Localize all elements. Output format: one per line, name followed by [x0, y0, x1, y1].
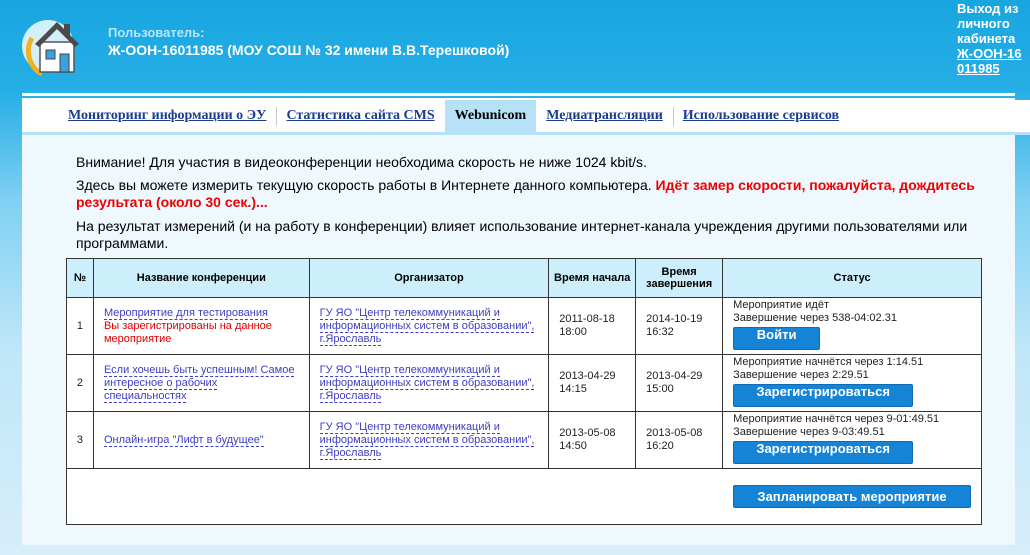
logout-account-link[interactable]: Ж-ООН-16011985 — [957, 46, 1022, 76]
tab-media-broadcasts[interactable]: Медиатрансляции — [546, 108, 663, 123]
row-organizer-cell — [309, 412, 549, 469]
influence-text: На результат измерений (и на работу в конференции) влияет использование интернет-канала учреждения другими пользователями или программами. — [76, 218, 968, 251]
row-num: 1 — [67, 298, 94, 355]
logout-block — [957, 1, 1027, 76]
table-row — [67, 298, 982, 355]
header-status: Статус — [723, 259, 982, 298]
row-organizer-cell — [309, 298, 549, 355]
enter-button[interactable]: Войти — [733, 327, 820, 350]
user-label: Пользователь: — [108, 25, 205, 40]
speed-notice: Внимание! Для участия в видеоконференции необходима скорость не ниже 1024 kbit/s. — [76, 154, 647, 170]
status-line: Завершение через 9-03:49.51 — [733, 426, 885, 438]
row-status-cell — [723, 355, 982, 412]
row-start: 2011-08-18 18:00 — [549, 298, 636, 355]
table-footer-row — [67, 469, 982, 525]
row-end: 2013-04-29 15:00 — [636, 355, 723, 412]
tab-monitoring[interactable]: Мониторинг информации о ЭУ — [68, 108, 267, 123]
status-line: Мероприятие идёт — [733, 299, 829, 311]
header-num: № — [67, 259, 94, 298]
status-line: Завершение через 538-04:02.31 — [733, 312, 897, 324]
register-button[interactable]: Зарегистрироваться — [733, 441, 913, 464]
header-divider — [22, 93, 1015, 96]
row-start: 2013-04-29 14:15 — [549, 355, 636, 412]
status-line: Завершение через 2:29.51 — [733, 369, 869, 381]
organizer-link[interactable]: ГУ ЯО "Центр телекоммуникаций и информационных систем в образовании", г.Ярославль — [319, 420, 535, 459]
row-status-cell — [723, 298, 982, 355]
main-content — [22, 135, 1015, 545]
row-name-cell — [93, 412, 309, 469]
table-header-row — [67, 259, 982, 298]
register-button[interactable]: Зарегистрироваться — [733, 384, 913, 407]
tab-webunicom[interactable]: Webunicom — [445, 100, 537, 132]
row-organizer-cell — [309, 355, 549, 412]
conference-link[interactable]: Онлайн-игра "Лифт в будущее" — [103, 433, 264, 446]
header-end: Время завершения — [636, 259, 723, 298]
header-organizer: Организатор — [309, 259, 549, 298]
status-line: Мероприятие начнётся через 1:14.51 — [733, 356, 924, 368]
measure-text: Здесь вы можете измерить текущую скорость работы в Интернете данного компьютера. — [76, 177, 652, 193]
table-row — [67, 355, 982, 412]
conference-table — [66, 258, 982, 525]
home-logo-icon — [18, 12, 90, 84]
plan-event-button[interactable]: Запланировать мероприятие — [733, 485, 971, 508]
user-name: Ж-ООН-16011985 (МОУ СОШ № 32 имени В.В.Терешковой) — [108, 42, 510, 58]
conference-link[interactable]: Если хочешь быть успешным! Самое интересное о рабочих специальностях — [103, 363, 295, 402]
row-name-cell — [93, 355, 309, 412]
header-name: Название конференции — [93, 259, 309, 298]
measure-progress: Идёт замер скорости, пожалуйста, дождитесь результата (около 30 сек.)... — [76, 177, 975, 210]
tab-services-usage[interactable]: Использование сервисов — [673, 100, 849, 132]
row-start: 2013-05-08 14:50 — [549, 412, 636, 469]
organizer-link[interactable]: ГУ ЯО "Центр телекоммуникаций и информационных систем в образовании", г.Ярославль — [319, 363, 535, 402]
measure-message — [76, 177, 1006, 211]
conference-link[interactable]: Мероприятие для тестирования — [103, 306, 268, 319]
registered-note: Вы зарегистрированы на данное мероприятие — [103, 319, 272, 345]
organizer-link[interactable]: ГУ ЯО "Центр телекоммуникаций и информационных систем в образовании", г.Ярославль — [319, 306, 535, 345]
row-status-cell — [723, 412, 982, 469]
table-row — [67, 412, 982, 469]
row-num: 3 — [67, 412, 94, 469]
logout-label: Выход из личного кабинета — [957, 1, 1019, 46]
footer-cell — [67, 469, 982, 525]
row-end: 2013-05-08 16:20 — [636, 412, 723, 469]
header-start: Время начала — [549, 259, 636, 298]
row-name-cell — [93, 298, 309, 355]
row-num: 2 — [67, 355, 94, 412]
status-line: Мероприятие начнётся через 9-01:49.51 — [733, 413, 940, 425]
main-tabs — [22, 100, 1030, 135]
row-end: 2014-10-19 16:32 — [636, 298, 723, 355]
tab-cms-statistics[interactable]: Статистика сайта CMS — [276, 100, 444, 132]
